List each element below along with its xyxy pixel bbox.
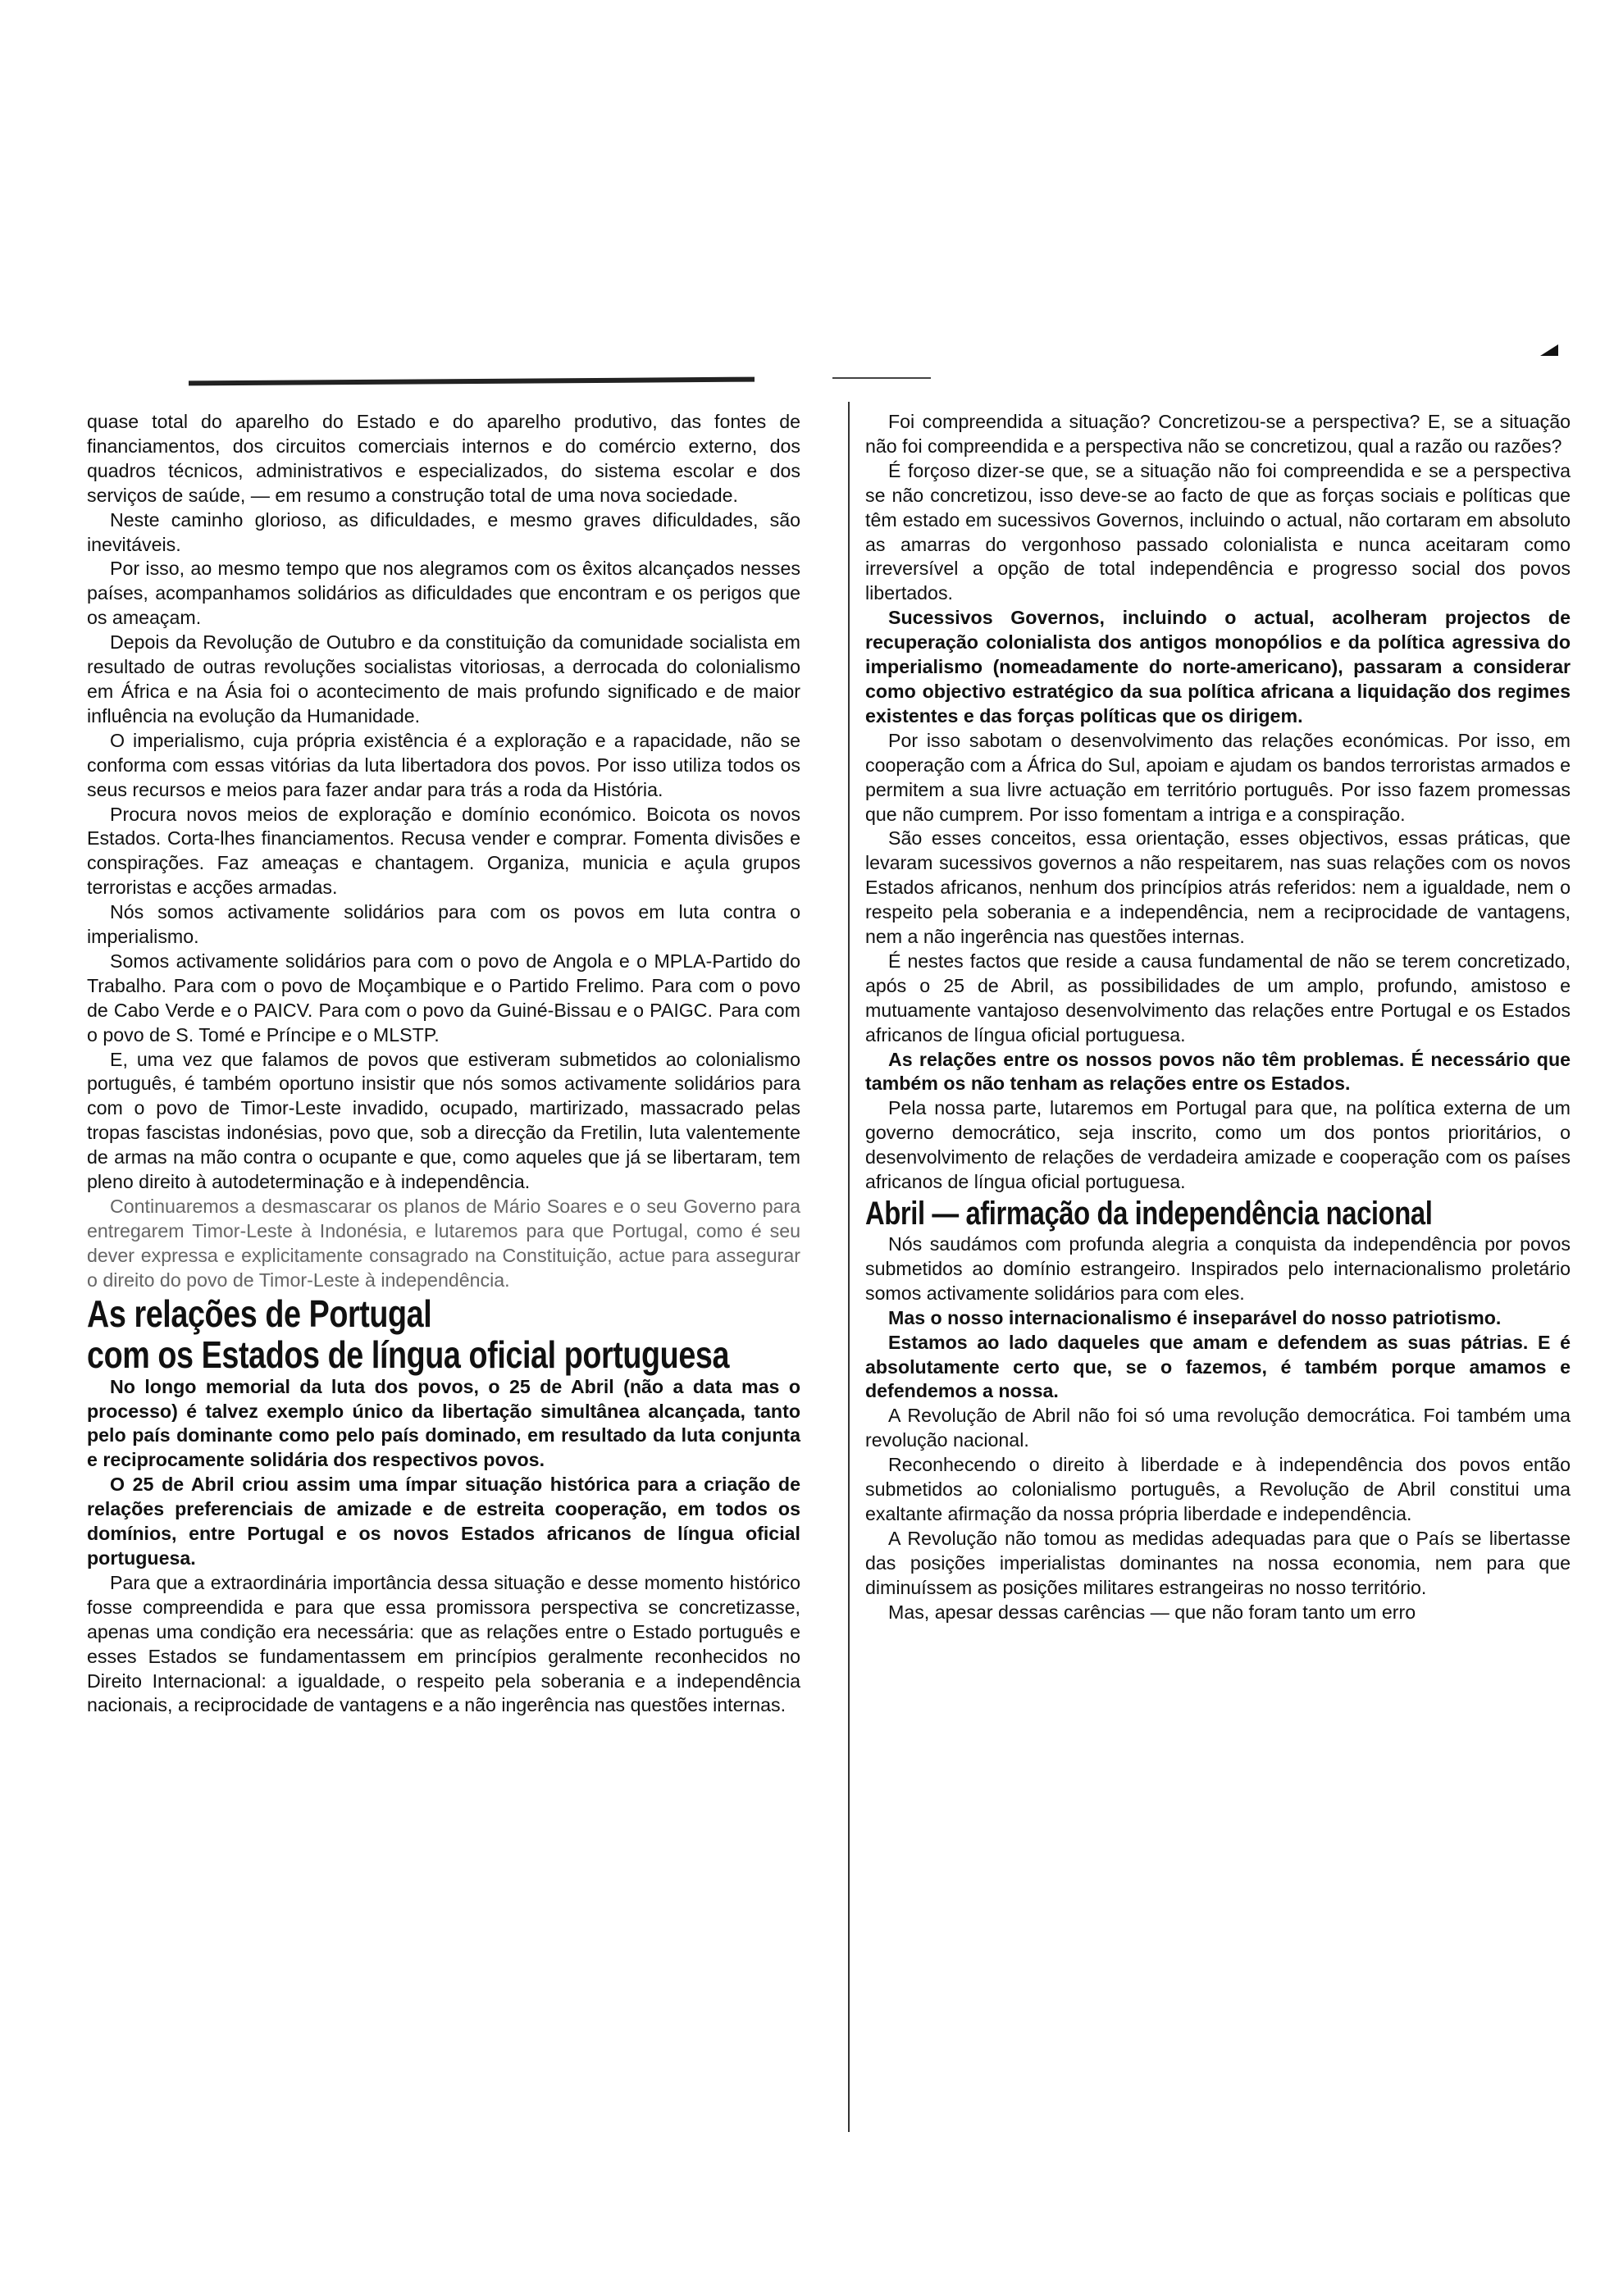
paragraph: Pela nossa parte, lutaremos em Portugal para que, na política externa de um governo democrático, seja inscrito, como um dos pontos prioritários, o desenvolvimento de relações de verdadeira amizade e cooperação com os países africanos de língua oficial portuguesa.: [865, 1097, 1571, 1193]
paragraph: Foi compreendida a situação? Concretizou-se a perspectiva? E, se a situação não foi compreendida e a perspectiva não se concretizou, qual a razão ou razões?: [865, 411, 1571, 457]
paragraph: Para que a extraordinária importância dessa situação e desse momento histórico fosse compreendida e para que essa promissora perspectiva se concretizasse, apenas uma condição era necessária: que as relações entre o Estado português e esses Estados se fundamentassem em princípios geralmente reconhecidos no Direito Internacional: a igualdade, o respeito pela soberania e a independência nacionais, a reciprocidade de vantagens e a não ingerência nas questões internas.: [87, 1571, 800, 1716]
paragraph: Mas o nosso internacionalismo é inseparável do nosso patriotismo.: [888, 1306, 1502, 1328]
paragraph: São esses conceitos, essa orientação, esses objectivos, essas práticas, que levaram sucessivos governos a não respeitarem, nas suas relações com os novos Estados africanos, nenhum dos princípios atrás referidos: nem a igualdade, nem o respeito pela soberania e a independência, nem a reciprocidade de vantagens, nem a não ingerência nas questões internas.: [865, 827, 1571, 948]
left-column: [87, 410, 800, 1718]
paragraph: É nestes factos que reside a causa fundamental de não se terem concretizado, após o 25 de Abril, as possibilidades de um amplo, profundo, amistoso e mutuamente vantajoso desenvolvimento das relações entre Portugal e os Estados africanos de língua oficial portuguesa.: [865, 950, 1571, 1046]
corner-mark: [1540, 344, 1558, 356]
paragraph: Reconhecendo o direito à liberdade e à independência dos povos então submetidos ao colonialismo português, a Revolução de Abril constitui uma exaltante afirmação da nossa própria liberdade e independência.: [865, 1454, 1571, 1524]
paragraph: Nós saudámos com profunda alegria a conquista da independência por povos submetidos ao domínio estrangeiro. Inspirados pelo internacionalismo proletário somos activamente solidários para com eles.: [865, 1233, 1571, 1304]
paragraph: Nós somos activamente solidários para com os povos em luta contra o imperialismo.: [87, 901, 800, 948]
paragraph: Somos activamente solidários para com o povo de Angola e o MPLA-Partido do Trabalho. Para com o povo de Moçambique e o Partido Frelimo. Para com o povo de Cabo Verde e o PAICV. Para com o povo da Guiné-Bissau e o PAIGC. Para com o povo de S. Tomé e Príncipe e o MLSTP.: [87, 950, 800, 1046]
paragraph: As relações entre os nossos povos não têm problemas. É necessário que também os não tenham as relações entre os Estados.: [865, 1048, 1571, 1095]
section-heading-abril: Abril — afirmação da independência nacional: [865, 1196, 1433, 1232]
paragraph: O 25 de Abril criou assim uma ímpar situação histórica para a criação de relações preferenciais de amizade e de estreita cooperação, em todos os domínios, entre Portugal e os novos Estados africanos de língua oficial portuguesa.: [87, 1474, 800, 1569]
paragraph: Mas, apesar dessas carências — que não foram tanto um erro: [888, 1601, 1416, 1623]
paragraph: É forçoso dizer-se que, se a situação não foi compreendida e se a perspectiva se não concretizou, isso deve-se ao facto de que as forças sociais e políticas que têm estado em sucessivos Governos, incluindo o actual, não cortaram em absoluto as amarras do vergonhoso passado colonialista e nunca aceitaram como irreversível a opção de total independência e progresso social dos povos libertados.: [865, 459, 1571, 604]
paragraph: Neste caminho glorioso, as dificuldades, e mesmo graves dificuldades, são inevitáveis.: [87, 508, 800, 555]
paragraph: E, uma vez que falamos de povos que estiveram submetidos ao colonialismo português, é também oportuno insistir que nós somos activamente solidários para com o povo de Timor-Leste invadido, ocupado, martirizado, massacrado pelas tropas fascistas indonésias, povo que, sob a direcção da Fretilin, luta valentemente de armas na mão contra o ocupante e que, como aqueles que já se libertaram, tem pleno direito à autodeterminação e à independência.: [87, 1048, 800, 1193]
paragraph: Sucessivos Governos, incluindo o actual, acolheram projectos de recuperação colonialista dos antigos monopólios e da política agressiva do imperialismo (nomeadamente do norte-americano), passaram a considerar como objectivo estratégico da sua política africana a liquidação dos regimes existentes e das forças políticas que os dirigem.: [865, 607, 1571, 727]
header-rule-right: [832, 377, 931, 379]
paragraph: A Revolução não tomou as medidas adequadas para que o País se libertasse das posições imperialistas dominantes na nossa economia, nem para que diminuíssem as posições militares estrangeiras no nosso território.: [865, 1527, 1571, 1598]
paragraph: No longo memorial da luta dos povos, o 25 de Abril (não a data mas o processo) é talvez exemplo único da libertação simultânea alcançada, tanto pelo país dominante como pelo país dominado, em resultado da luta conjunta e reciprocamente solidária dos respectivos povos.: [87, 1375, 800, 1471]
paragraph: Por isso, ao mesmo tempo que nos alegramos com os êxitos alcançados nesses países, acompanhamos solidários as dificuldades que encontram e os perigos que os ameaçam.: [87, 558, 800, 629]
paragraph: Por isso sabotam o desenvolvimento das relações económicas. Por isso, em cooperação com a África do Sul, apoiam e ajudam os bandos terroristas armados e permitem a sua livre actuação em território português. Por isso fazem promessas que não cumprem. Por isso fomentam a intriga e a conspiração.: [865, 729, 1571, 825]
section-heading-relacoes: [87, 1292, 730, 1376]
paragraph: Estamos ao lado daqueles que amam e defendem as suas pátrias. E é absolutamente certo que, se o fazemos, é também porque amamos e defendemos a nossa.: [865, 1331, 1571, 1402]
paragraph: A Revolução de Abril não foi só uma revolução democrática. Foi também uma revolução nacional.: [865, 1405, 1571, 1451]
paragraph-faded: Continuaremos a desmascarar os planos de Mário Soares e o seu Governo para entregarem Timor-Leste à Indonésia, e lutaremos para que Portugal, como é seu dever expressa e explicitamente consagrado na Constituição, actue para assegurar o direito do povo de Timor-Leste à independência.: [87, 1196, 800, 1291]
heading-line-2: com os Estados de língua oficial portuguesa: [87, 1332, 730, 1376]
column-divider: [848, 402, 850, 2132]
heading-line-1: As relações de Portugal: [87, 1292, 432, 1335]
header-rule-left: [189, 377, 755, 386]
right-column: [865, 410, 1571, 1625]
paragraph: quase total do aparelho do Estado e do aparelho produtivo, das fontes de financiamentos, dos circuitos comerciais internos e do comércio externo, dos quadros técnicos, administrativos e especializados, do sistema escolar e dos serviços de saúde, — em resumo a construção total de uma nova sociedade.: [87, 411, 800, 506]
paragraph: Procura novos meios de exploração e domínio económico. Boicota os novos Estados. Corta-lhes financiamentos. Recusa vender e comprar. Fomenta divisões e conspirações. Faz ameaças e chantagem. Organiza, municia e açula grupos terroristas e acções armadas.: [87, 803, 800, 899]
paragraph: O imperialismo, cuja própria existência é a exploração e a rapacidade, não se conforma com essas vitórias da luta libertadora dos povos. Por isso utiliza todos os seus recursos e meios para fazer andar para trás a roda da História.: [87, 729, 800, 800]
paragraph: Depois da Revolução de Outubro e da constituição da comunidade socialista em resultado de outras revoluções socialistas vitoriosas, a derrocada do colonialismo em África e na Ásia foi o acontecimento de mais profundo significado e de maior influência na evolução da Humanidade.: [87, 631, 800, 727]
